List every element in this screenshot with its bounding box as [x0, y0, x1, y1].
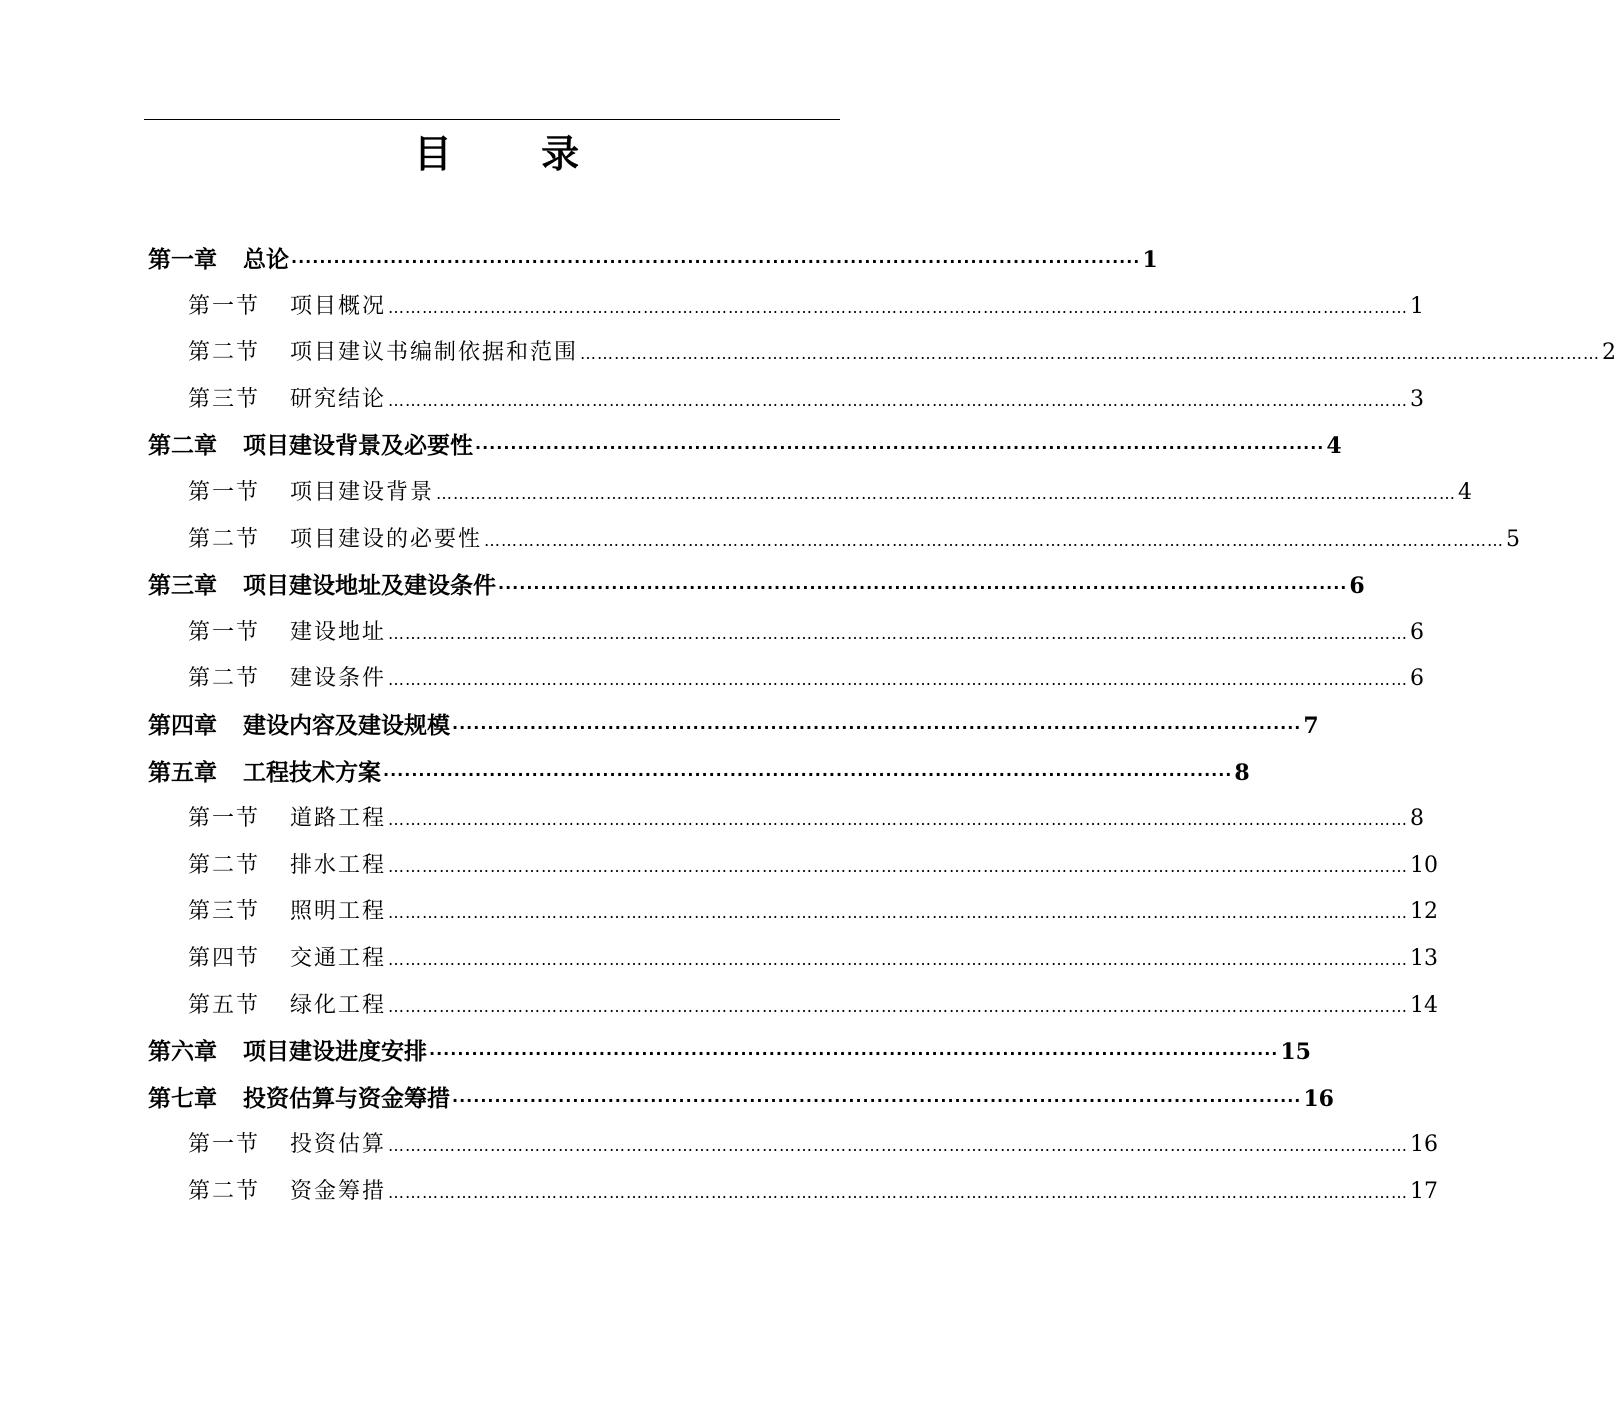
- toc-leader-dots: ························································································································: [429, 1044, 1279, 1063]
- toc-entry[interactable]: [188, 383, 1425, 417]
- toc-entry-page: 8: [1410, 806, 1425, 831]
- page-title: 目 录: [413, 132, 618, 176]
- toc-entry-number: 第七章: [148, 1086, 217, 1112]
- toc-entry-number: 第四章: [148, 713, 217, 739]
- toc-entry-number: 第二节: [188, 853, 261, 878]
- toc-leader-dots: ………………………………………………………………………………………………………………………………………………………………: [388, 950, 1409, 969]
- toc-entry-number: 第一节: [188, 294, 261, 319]
- toc-leader-dots: ………………………………………………………………………………………………………………………………………………………………: [388, 391, 1409, 410]
- toc-entry-number: 第二节: [188, 340, 261, 365]
- toc-entry-page: 5: [1506, 527, 1521, 552]
- toc-entry-number: 第二章: [148, 433, 217, 459]
- toc-entry-page: 3: [1410, 387, 1425, 412]
- toc-leader-dots: ………………………………………………………………………………………………………………………………………………………………: [388, 298, 1409, 317]
- toc-entry-page: 6: [1410, 620, 1425, 645]
- toc-entry[interactable]: [148, 1082, 1334, 1116]
- toc-entry-page: 14: [1410, 993, 1439, 1018]
- toc-entry-number: 第六章: [148, 1039, 217, 1065]
- header-rule: [144, 119, 840, 120]
- toc-entry[interactable]: [148, 243, 1158, 277]
- toc-entry-label: 研究结论: [290, 387, 387, 412]
- toc-entry-page: 1: [1410, 294, 1425, 319]
- toc-leader-dots: ························································································································: [475, 438, 1325, 457]
- toc-entry-number: 第四节: [188, 946, 261, 971]
- toc-entry[interactable]: [188, 616, 1425, 650]
- toc-leader-dots: ························································································································: [498, 578, 1348, 597]
- toc-entry-label: 项目概况: [290, 294, 387, 319]
- toc-entry[interactable]: [148, 1035, 1311, 1069]
- toc-entry-label: 投资估算与资金筹措: [243, 1086, 450, 1112]
- toc-entry-page: 12: [1410, 899, 1439, 924]
- toc-entry-number: 第五节: [188, 993, 261, 1018]
- toc-entry[interactable]: [188, 290, 1425, 324]
- toc-entry-page: 4: [1326, 433, 1342, 459]
- toc-entry-label: 建设内容及建设规模: [243, 713, 450, 739]
- toc-entry-label: 投资估算: [290, 1132, 387, 1157]
- toc-entry-number: 第二节: [188, 1179, 261, 1204]
- toc-entry[interactable]: [148, 709, 1319, 743]
- toc-entry-page: 1: [1142, 247, 1158, 273]
- toc-leader-dots: ························································································································: [383, 765, 1233, 784]
- toc-entry-page: 10: [1410, 853, 1439, 878]
- toc-entry-number: 第二节: [188, 666, 261, 691]
- toc-entry-page: 7: [1303, 713, 1319, 739]
- toc-entry-page: 6: [1349, 573, 1365, 599]
- toc-entry-label: 项目建设地址及建设条件: [243, 573, 496, 599]
- toc-entry-number: 第一节: [188, 620, 261, 645]
- toc-entry[interactable]: [148, 756, 1250, 790]
- toc-leader-dots: ………………………………………………………………………………………………………………………………………………………………: [388, 903, 1409, 922]
- toc-entry-page: 13: [1410, 946, 1439, 971]
- toc-entry-page: 6: [1410, 666, 1425, 691]
- toc-entry-number: 第五章: [148, 760, 217, 786]
- toc-entry-number: 第三节: [188, 899, 261, 924]
- toc-entry[interactable]: [148, 429, 1342, 463]
- toc-entry-label: 资金筹措: [290, 1179, 387, 1204]
- toc-entry-number: 第一节: [188, 480, 261, 505]
- toc-entry-page: 16: [1410, 1132, 1439, 1157]
- toc-entry[interactable]: [188, 662, 1425, 696]
- toc-entry-number: 第一节: [188, 1132, 261, 1157]
- toc-entry[interactable]: [148, 569, 1365, 603]
- toc-leader-dots: ………………………………………………………………………………………………………………………………………………………………: [388, 1183, 1409, 1202]
- toc-entry-label: 交通工程: [290, 946, 387, 971]
- toc-entry[interactable]: [188, 523, 1521, 557]
- toc-entry-label: 建设条件: [290, 666, 387, 691]
- toc-entry[interactable]: [188, 336, 1616, 370]
- toc-entry[interactable]: [188, 849, 1439, 883]
- toc-entry-number: 第三节: [188, 387, 261, 412]
- toc-leader-dots: ························································································································: [291, 252, 1141, 271]
- toc-leader-dots: ………………………………………………………………………………………………………………………………………………………………: [388, 810, 1409, 829]
- toc-entry-label: 项目建设背景及必要性: [243, 433, 473, 459]
- toc-entry[interactable]: [188, 1128, 1439, 1162]
- toc-entry-page: 16: [1303, 1086, 1334, 1112]
- toc-entry-label: 建设地址: [290, 620, 387, 645]
- toc-leader-dots: ………………………………………………………………………………………………………………………………………………………………: [388, 857, 1409, 876]
- toc-entry-label: 总论: [243, 247, 289, 273]
- toc-entry-label: 项目建议书编制依据和范围: [290, 340, 579, 365]
- toc-leader-dots: ………………………………………………………………………………………………………………………………………………………………: [388, 1136, 1409, 1155]
- toc-entry-page: 2: [1602, 340, 1616, 365]
- toc-entry[interactable]: [188, 802, 1425, 836]
- toc-entry-page: 4: [1458, 480, 1473, 505]
- toc-entry-label: 项目建设的必要性: [290, 527, 483, 552]
- toc-entry[interactable]: [188, 1175, 1439, 1209]
- toc-entry-label: 项目建设进度安排: [243, 1039, 427, 1065]
- toc-leader-dots: ························································································································: [452, 718, 1302, 737]
- toc-leader-dots: ………………………………………………………………………………………………………………………………………………………………: [388, 670, 1409, 689]
- toc-entry-label: 排水工程: [290, 853, 387, 878]
- toc-entry-label: 绿化工程: [290, 993, 387, 1018]
- toc-entry[interactable]: [188, 476, 1473, 510]
- toc-entry-page: 15: [1280, 1039, 1311, 1065]
- toc-leader-dots: ………………………………………………………………………………………………………………………………………………………………: [436, 484, 1457, 503]
- toc-leader-dots: ························································································································: [452, 1091, 1302, 1110]
- toc-leader-dots: ………………………………………………………………………………………………………………………………………………………………: [484, 531, 1505, 550]
- toc-entry-page: 8: [1234, 760, 1250, 786]
- toc-leader-dots: ………………………………………………………………………………………………………………………………………………………………: [388, 624, 1409, 643]
- toc-entry[interactable]: [188, 942, 1439, 976]
- toc-entry-label: 工程技术方案: [243, 760, 381, 786]
- toc-entry-number: 第三章: [148, 573, 217, 599]
- toc-entry[interactable]: [188, 989, 1439, 1023]
- toc-entry-label: 道路工程: [290, 806, 387, 831]
- toc-leader-dots: ………………………………………………………………………………………………………………………………………………………………: [388, 997, 1409, 1016]
- toc-entry-label: 照明工程: [290, 899, 387, 924]
- toc-entry-number: 第一节: [188, 806, 261, 831]
- toc-leader-dots: ………………………………………………………………………………………………………………………………………………………………: [580, 344, 1601, 363]
- toc-entry-page: 17: [1410, 1179, 1439, 1204]
- toc-entry-number: 第二节: [188, 527, 261, 552]
- toc-entry[interactable]: [188, 895, 1439, 929]
- toc-entry-label: 项目建设背景: [290, 480, 435, 505]
- toc-entry-number: 第一章: [148, 247, 217, 273]
